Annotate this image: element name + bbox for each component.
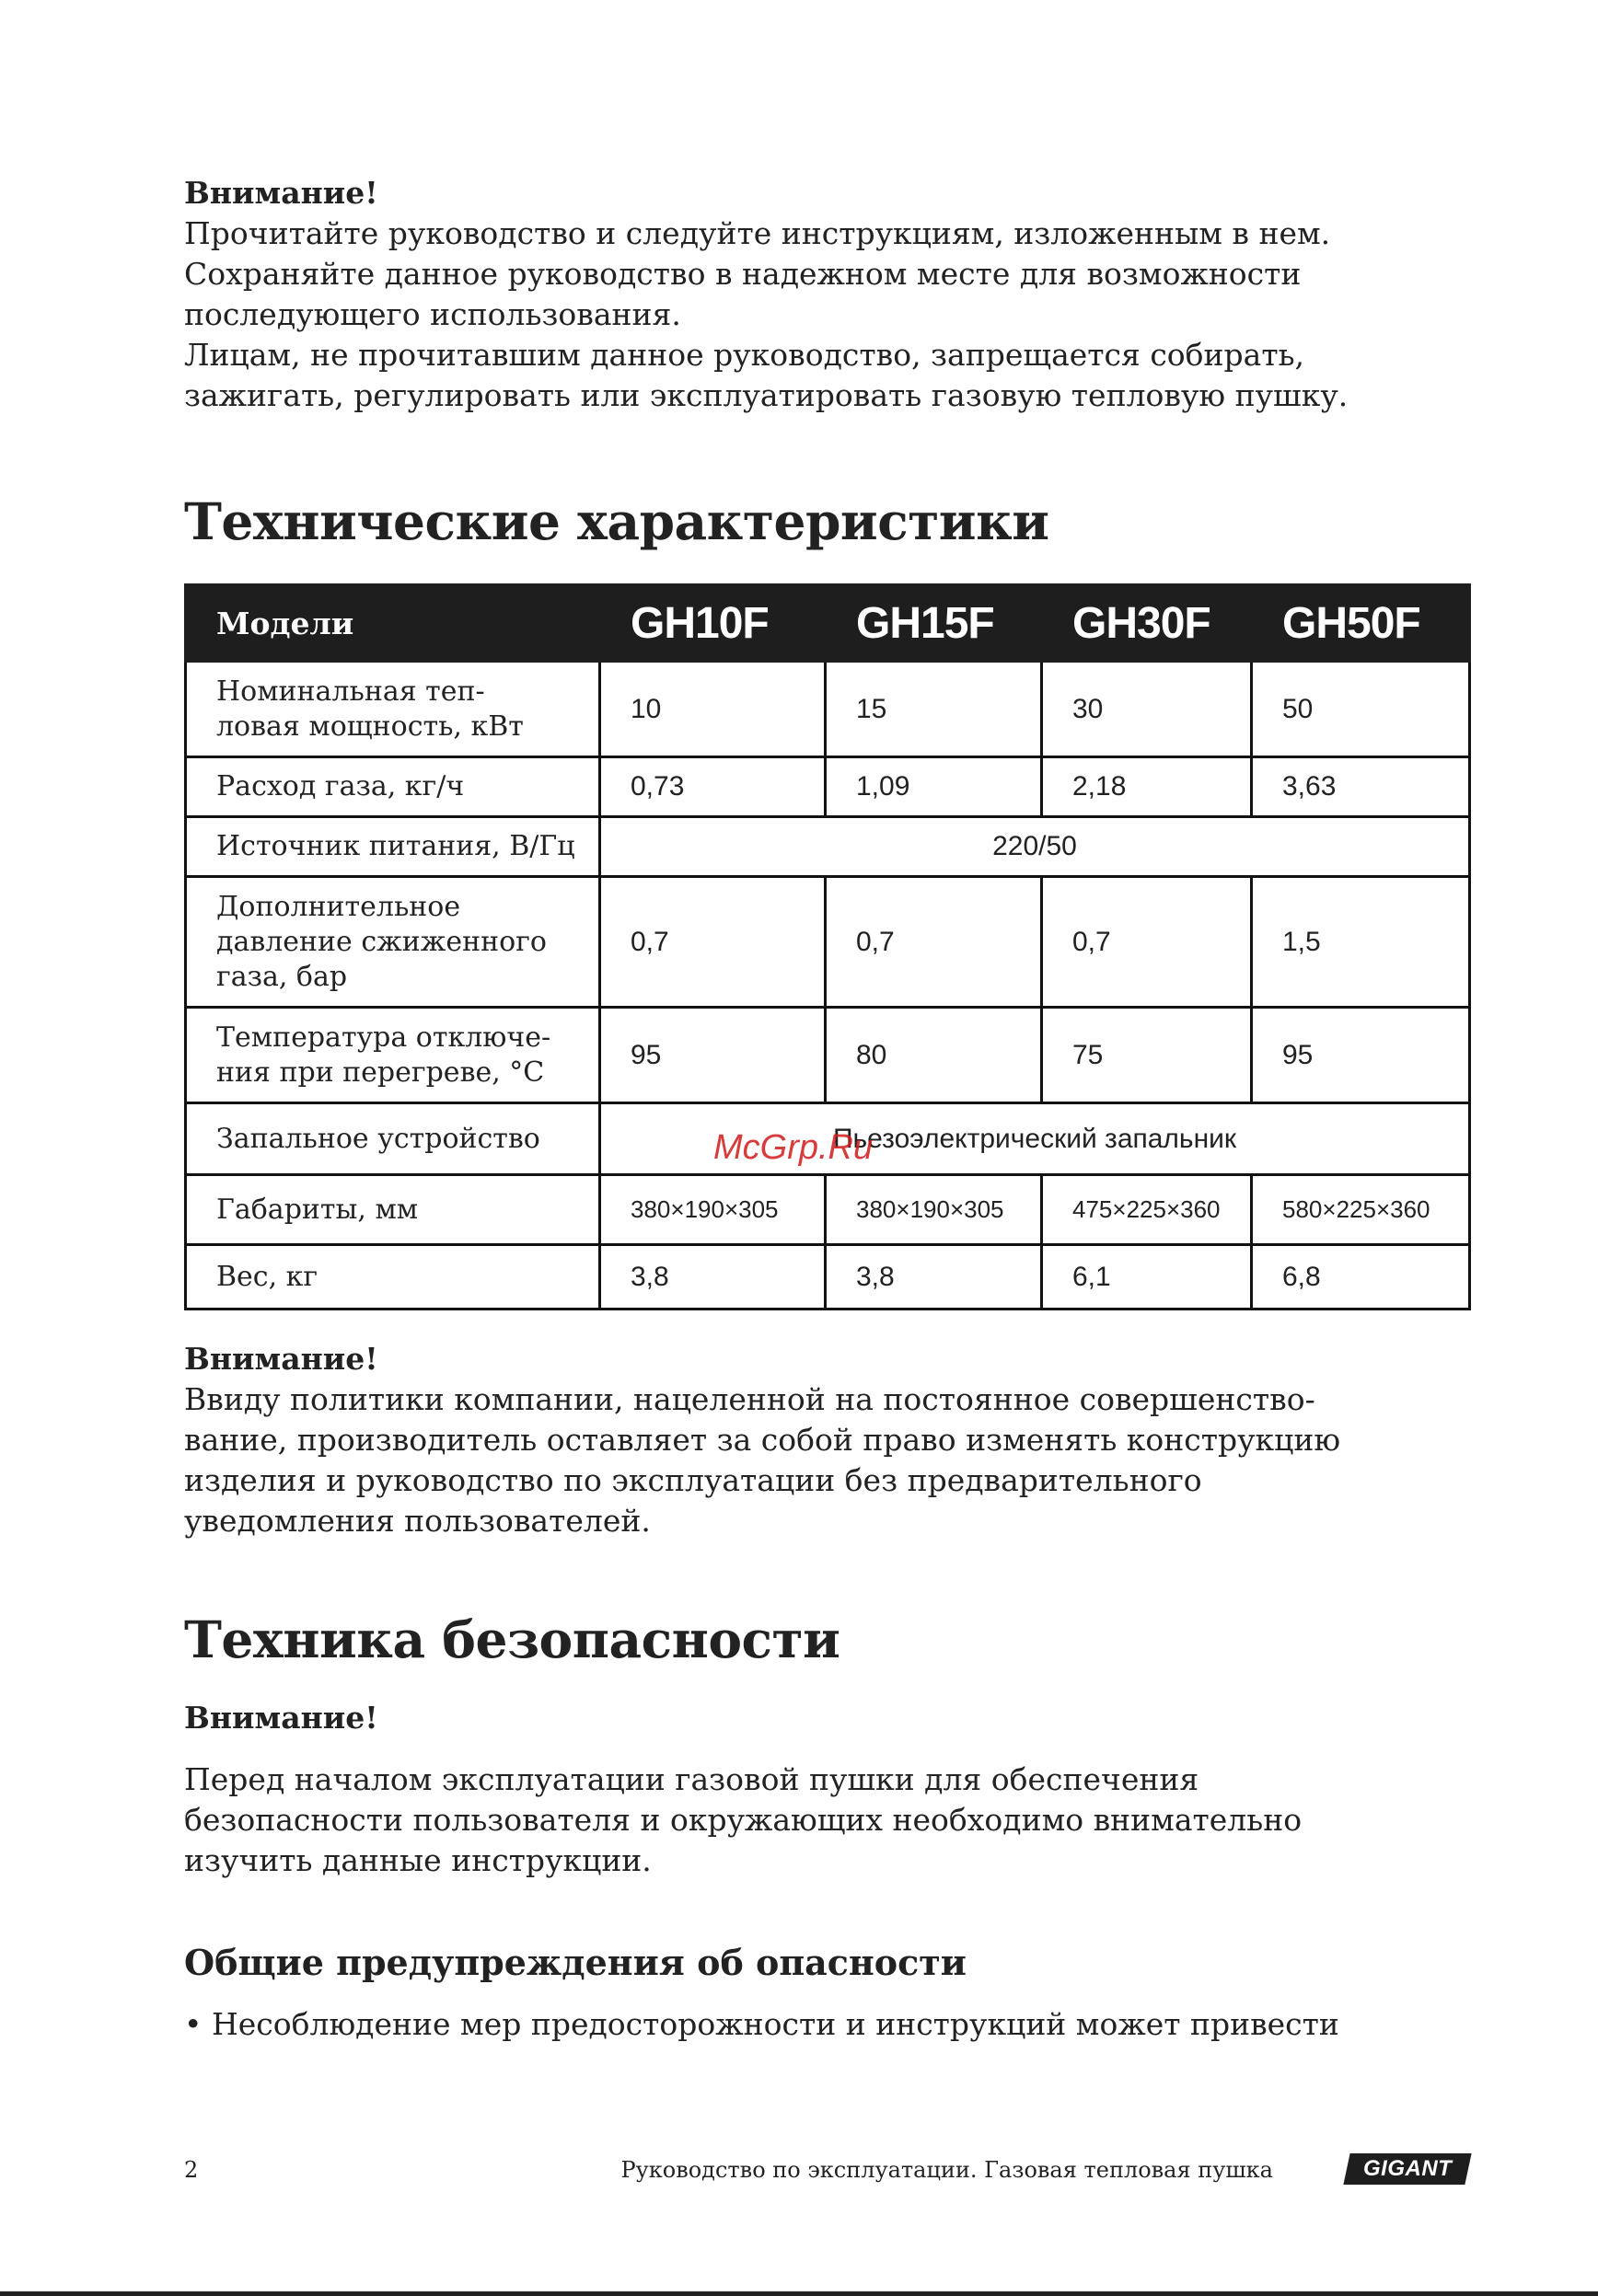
section-heading-tech: Технические характеристики [184,491,1049,551]
row-label: Вес, кг [186,1245,600,1310]
table-cell: 0,7 [1042,877,1252,1008]
paragraph-line: последующего использования. [184,296,681,332]
table-cell: 0,73 [600,757,826,817]
table-cell-merged: Пьезоэлектрический запальник [600,1103,1470,1175]
subsection-heading: Общие предупреждения об опасности [184,1942,967,1983]
row-label [186,877,600,1008]
table-row [186,877,1470,1008]
table-cell: 0,7 [600,877,826,1008]
paragraph-line: вание, производитель оставляет за собой право изменять конструкцию [184,1422,1341,1458]
warning-title: Внимание! [184,175,378,211]
label-line: Дополнительное [216,890,461,923]
header-cell-model: GH15F [826,585,1042,662]
label-line: газа, бар [216,960,348,993]
table-cell: 15 [826,662,1042,757]
table-cell: 80 [826,1008,1042,1103]
footer-title: Руководство по эксплуатации. Газовая тепловая пушка [620,2157,1273,2183]
spec-table [184,583,1471,1310]
paragraph-line: зажигать, регулировать или эксплуатировать газовую тепловую пушку. [184,377,1349,413]
header-cell-model: GH10F [600,585,826,662]
row-label: Источник питания, В/Гц [186,817,600,877]
table-cell: 6,1 [1042,1245,1252,1310]
paragraph-line: Ввиду политики компании, нацеленной на постоянное совершенство- [184,1381,1315,1417]
label-line: ния при перегреве, °C [216,1056,545,1089]
table-cell: 380×190×305 [826,1175,1042,1245]
table-cell: 95 [600,1008,826,1103]
brand-logo [1343,2153,1471,2185]
table-cell: 10 [600,662,826,757]
bullet-item: • Несоблюдение мер предосторожности и инструкций может привести [184,2006,1339,2042]
header-cell-model: GH30F [1042,585,1252,662]
paragraph-line: изделия и руководство по эксплуатации без предварительного [184,1462,1202,1498]
table-cell: 2,18 [1042,757,1252,817]
table-row [186,662,1470,757]
table-cell: 475×225×360 [1042,1175,1252,1245]
paragraph-line: изучить данные инструкции. [184,1842,652,1878]
table-cell: 50 [1252,662,1470,757]
label-line: Номинальная теп- [216,675,485,708]
logo-text: GIGANT [1362,2156,1453,2181]
warning-title: Внимание! [184,1700,378,1736]
table-cell: 3,63 [1252,757,1470,817]
table-cell: 380×190×305 [600,1175,826,1245]
row-label: Расход газа, кг/ч [186,757,600,817]
paragraph-line: Прочитайте руководство и следуйте инструкциям, изложенным в нем. [184,215,1331,251]
table-cell: 95 [1252,1008,1470,1103]
header-cell-models: Модели [186,585,600,662]
table-cell: 1,5 [1252,877,1470,1008]
warning-block-policy [184,1339,1340,1541]
table-cell: 1,09 [826,757,1042,817]
warning-block-intro [184,173,1348,416]
paragraph-line: Сохраняйте данное руководство в надежном месте для возможности [184,256,1302,292]
table-row [186,1008,1470,1103]
table-row [186,817,1470,877]
row-label [186,1008,600,1103]
label-line: давление сжиженного [216,925,547,958]
table-cell: 3,8 [826,1245,1042,1310]
table-cell: 6,8 [1252,1245,1470,1310]
page-number: 2 [184,2157,199,2183]
paragraph-line: Перед началом эксплуатации газовой пушки для обеспечения [184,1761,1199,1797]
bottom-divider [0,2291,1598,2296]
paragraph-line: уведомления пользователей. [184,1503,651,1539]
row-label [186,662,600,757]
label-line: ловая мощность, кВт [216,710,524,743]
warning-title: Внимание! [184,1341,378,1377]
table-row [186,757,1470,817]
paragraph-line: безопасности пользователя и окружающих необходимо внимательно [184,1802,1303,1838]
table-cell: 3,8 [600,1245,826,1310]
table-row [186,1175,1470,1245]
section-heading-safety: Техника безопасности [184,1610,840,1669]
row-label: Запальное устройство [186,1103,600,1175]
row-label: Габариты, мм [186,1175,600,1245]
table-header-row [186,585,1470,662]
label-line: Температура отключе- [216,1021,551,1054]
watermark: McGrp.Ru [713,1128,874,1167]
page-footer [184,2153,1468,2190]
safety-paragraph [184,1759,1302,1881]
paragraph-line: Лицам, не прочитавшим данное руководство, запрещается собирать, [184,337,1305,373]
table-cell: 580×225×360 [1252,1175,1470,1245]
table-cell: 75 [1042,1008,1252,1103]
table-row [186,1245,1470,1310]
table-cell: 30 [1042,662,1252,757]
table-cell-merged: 220/50 [600,817,1470,877]
header-cell-model: GH50F [1252,585,1470,662]
table-cell: 0,7 [826,877,1042,1008]
